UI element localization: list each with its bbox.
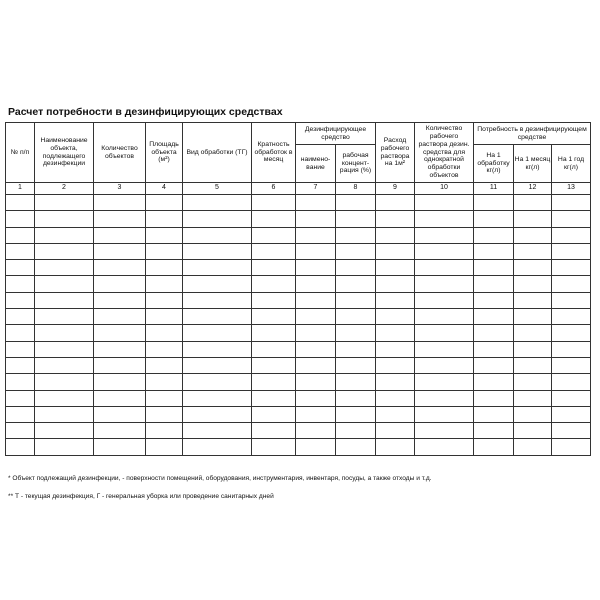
table-cell[interactable]	[35, 325, 94, 341]
table-cell[interactable]	[336, 276, 376, 292]
table-cell[interactable]	[146, 260, 183, 276]
table-cell[interactable]	[252, 390, 296, 406]
table-cell[interactable]	[94, 309, 146, 325]
table-row	[6, 406, 591, 422]
table-cell[interactable]	[183, 276, 252, 292]
table-cell[interactable]	[94, 276, 146, 292]
table-cell[interactable]	[296, 423, 336, 439]
table-cell[interactable]	[552, 325, 591, 341]
table-cell[interactable]	[35, 227, 94, 243]
table-cell[interactable]	[296, 292, 336, 308]
table-cell[interactable]	[296, 276, 336, 292]
table-cell[interactable]	[474, 292, 514, 308]
table-cell[interactable]	[376, 439, 415, 455]
table-cell[interactable]	[94, 439, 146, 455]
header-solution-consumption: Расход рабочего раствора на 1м²	[376, 123, 415, 183]
table-cell[interactable]	[474, 390, 514, 406]
column-number: 11	[474, 183, 514, 195]
table-cell[interactable]	[296, 260, 336, 276]
table-cell[interactable]	[474, 227, 514, 243]
table-cell[interactable]	[474, 357, 514, 373]
table-cell[interactable]	[415, 423, 474, 439]
table-cell[interactable]	[6, 211, 35, 227]
table-cell[interactable]	[474, 195, 514, 211]
header-disinfectant-concentration: рабочая концент-рация (%)	[336, 145, 376, 183]
table-row	[6, 292, 591, 308]
table-cell[interactable]	[514, 439, 552, 455]
table-cell[interactable]	[94, 292, 146, 308]
table-cell[interactable]	[552, 211, 591, 227]
table-cell[interactable]	[35, 309, 94, 325]
header-number: № п/п	[6, 123, 35, 183]
table-cell[interactable]	[35, 292, 94, 308]
table-cell[interactable]	[146, 357, 183, 373]
table-cell[interactable]	[183, 292, 252, 308]
table-cell[interactable]	[94, 406, 146, 422]
table-cell[interactable]	[94, 211, 146, 227]
table-cell[interactable]	[146, 211, 183, 227]
table-cell[interactable]	[336, 243, 376, 259]
table-cell[interactable]	[376, 341, 415, 357]
table-cell[interactable]	[552, 406, 591, 422]
table-cell[interactable]	[376, 292, 415, 308]
table-cell[interactable]	[376, 423, 415, 439]
table-cell[interactable]	[474, 439, 514, 455]
table-cell[interactable]	[336, 211, 376, 227]
table-cell[interactable]	[183, 325, 252, 341]
table-row	[6, 260, 591, 276]
table-cell[interactable]	[552, 227, 591, 243]
table-cell[interactable]	[552, 439, 591, 455]
table-cell[interactable]	[252, 211, 296, 227]
table-cell[interactable]	[376, 243, 415, 259]
table-cell[interactable]	[552, 309, 591, 325]
table-cell[interactable]	[415, 292, 474, 308]
table-cell[interactable]	[296, 406, 336, 422]
table-cell[interactable]	[336, 309, 376, 325]
table-row	[6, 439, 591, 455]
table-cell[interactable]	[376, 309, 415, 325]
table-cell[interactable]	[376, 195, 415, 211]
table-cell[interactable]	[296, 374, 336, 390]
table-cell[interactable]	[252, 374, 296, 390]
table-cell[interactable]	[376, 390, 415, 406]
column-number: 1	[6, 183, 35, 195]
column-number: 8	[336, 183, 376, 195]
column-number: 3	[94, 183, 146, 195]
table-cell[interactable]	[415, 406, 474, 422]
table-cell[interactable]	[252, 195, 296, 211]
header-disinfectant: Дезинфицирующее средство	[296, 123, 376, 145]
table-cell[interactable]	[183, 260, 252, 276]
table-cell[interactable]	[252, 439, 296, 455]
table-cell[interactable]	[376, 325, 415, 341]
table-cell[interactable]	[35, 276, 94, 292]
header-object-count: Количество объектов	[94, 123, 146, 183]
table-row	[6, 341, 591, 357]
table-cell[interactable]	[146, 276, 183, 292]
table-cell[interactable]	[415, 390, 474, 406]
table-cell[interactable]	[146, 325, 183, 341]
table-cell[interactable]	[94, 227, 146, 243]
header-treatment-type: Вид обработки (ТГ)	[183, 123, 252, 183]
table-cell[interactable]	[336, 292, 376, 308]
table-cell[interactable]	[376, 357, 415, 373]
table-cell[interactable]	[296, 227, 336, 243]
table-cell[interactable]	[552, 195, 591, 211]
table-cell[interactable]	[474, 309, 514, 325]
header-object-name: Наименование объекта, подлежащего дезинфекции	[35, 123, 94, 183]
table-cell[interactable]	[183, 309, 252, 325]
column-number: 6	[252, 183, 296, 195]
table-cell[interactable]	[415, 195, 474, 211]
table-cell[interactable]	[35, 357, 94, 373]
column-number: 2	[35, 183, 94, 195]
table-row	[6, 423, 591, 439]
header-need-per-month: На 1 месяц кг(л)	[514, 145, 552, 183]
table-cell[interactable]	[552, 357, 591, 373]
table-cell[interactable]	[6, 390, 35, 406]
table-cell[interactable]	[296, 341, 336, 357]
table-cell[interactable]	[296, 439, 336, 455]
table-cell[interactable]	[514, 195, 552, 211]
table-cell[interactable]	[183, 374, 252, 390]
table-cell[interactable]	[296, 195, 336, 211]
column-number: 4	[146, 183, 183, 195]
table-cell[interactable]	[336, 357, 376, 373]
page-title: Расчет потребности в дезинфицирующих средствах	[8, 106, 283, 118]
table-cell[interactable]	[376, 227, 415, 243]
table-cell[interactable]	[146, 309, 183, 325]
table-cell[interactable]	[474, 276, 514, 292]
table-row	[6, 390, 591, 406]
table-cell[interactable]	[474, 423, 514, 439]
table-cell[interactable]	[146, 227, 183, 243]
table-cell[interactable]	[183, 357, 252, 373]
table-cell[interactable]	[415, 243, 474, 259]
header-need-per-treatment: На 1 обработку кг(л)	[474, 145, 514, 183]
table-cell[interactable]	[514, 406, 552, 422]
table-row	[6, 211, 591, 227]
table-cell[interactable]	[183, 390, 252, 406]
table-cell[interactable]	[376, 406, 415, 422]
table-cell[interactable]	[552, 374, 591, 390]
table-cell[interactable]	[474, 374, 514, 390]
table-cell[interactable]	[552, 276, 591, 292]
table-cell[interactable]	[514, 423, 552, 439]
table-cell[interactable]	[146, 374, 183, 390]
table-cell[interactable]	[336, 406, 376, 422]
table-cell[interactable]	[415, 374, 474, 390]
table-cell[interactable]	[514, 227, 552, 243]
table-cell[interactable]	[415, 439, 474, 455]
table-cell[interactable]	[35, 423, 94, 439]
table-cell[interactable]	[296, 357, 336, 373]
table-cell[interactable]	[336, 390, 376, 406]
header-disinfectant-need: Потребность в дезинфицирующем средстве	[474, 123, 591, 145]
table-cell[interactable]	[252, 423, 296, 439]
table-cell[interactable]	[6, 243, 35, 259]
table-cell[interactable]	[183, 243, 252, 259]
table-cell[interactable]	[514, 276, 552, 292]
table-cell[interactable]	[296, 325, 336, 341]
table-cell[interactable]	[94, 195, 146, 211]
table-cell[interactable]	[252, 357, 296, 373]
table-cell[interactable]	[336, 195, 376, 211]
table-cell[interactable]	[183, 341, 252, 357]
table-cell[interactable]	[252, 341, 296, 357]
column-number: 7	[296, 183, 336, 195]
table-cell[interactable]	[146, 390, 183, 406]
table-cell[interactable]	[415, 260, 474, 276]
disinfectant-calculation-table	[5, 122, 591, 456]
table-cell[interactable]	[94, 357, 146, 373]
table-cell[interactable]	[252, 309, 296, 325]
table-cell[interactable]	[6, 439, 35, 455]
table-cell[interactable]	[6, 423, 35, 439]
table-cell[interactable]	[146, 243, 183, 259]
table-cell[interactable]	[35, 211, 94, 227]
header-treatment-frequency: Кратность обработок в месяц	[252, 123, 296, 183]
column-number-row	[6, 183, 591, 195]
table-cell[interactable]	[146, 195, 183, 211]
table-cell[interactable]	[376, 211, 415, 227]
table-cell[interactable]	[6, 195, 35, 211]
header-working-solution-amount: Количество рабочего раствора дезин. средства для однократной обработки объектов	[415, 123, 474, 183]
table-cell[interactable]	[35, 374, 94, 390]
table-cell[interactable]	[514, 292, 552, 308]
column-number: 10	[415, 183, 474, 195]
table-cell[interactable]	[252, 260, 296, 276]
table-cell[interactable]	[552, 423, 591, 439]
table-cell[interactable]	[336, 423, 376, 439]
table-row	[6, 357, 591, 373]
table-cell[interactable]	[415, 309, 474, 325]
table-cell[interactable]	[336, 260, 376, 276]
table-cell[interactable]	[35, 341, 94, 357]
table-cell[interactable]	[183, 211, 252, 227]
table-cell[interactable]	[376, 260, 415, 276]
table-cell[interactable]	[336, 374, 376, 390]
table-cell[interactable]	[6, 260, 35, 276]
table-cell[interactable]	[6, 276, 35, 292]
table-cell[interactable]	[514, 390, 552, 406]
table-cell[interactable]	[514, 357, 552, 373]
table-cell[interactable]	[376, 374, 415, 390]
table-cell[interactable]	[183, 423, 252, 439]
table-cell[interactable]	[474, 406, 514, 422]
table-cell[interactable]	[296, 243, 336, 259]
footnotes	[8, 475, 432, 511]
table-cell[interactable]	[474, 325, 514, 341]
table-cell[interactable]	[94, 390, 146, 406]
header-disinfectant-name: наимено-вание	[296, 145, 336, 183]
table-cell[interactable]	[35, 406, 94, 422]
table-row	[6, 243, 591, 259]
table-cell[interactable]	[514, 260, 552, 276]
table-cell[interactable]	[146, 406, 183, 422]
table-cell[interactable]	[183, 406, 252, 422]
table-cell[interactable]	[415, 227, 474, 243]
table-cell[interactable]	[6, 292, 35, 308]
table-cell[interactable]	[183, 227, 252, 243]
table-cell[interactable]	[94, 260, 146, 276]
table-cell[interactable]	[514, 374, 552, 390]
table-cell[interactable]	[415, 357, 474, 373]
table-cell[interactable]	[252, 325, 296, 341]
table-cell[interactable]	[6, 309, 35, 325]
table-cell[interactable]	[6, 406, 35, 422]
table-cell[interactable]	[474, 243, 514, 259]
table-cell[interactable]	[94, 243, 146, 259]
footnote-treatment-types: ** Т - текущая дезинфекция, Г - генеральная уборка или проведение санитарных дней	[8, 493, 274, 500]
table-cell[interactable]	[415, 276, 474, 292]
header-need-per-year: На 1 год кг(л)	[552, 145, 591, 183]
table-cell[interactable]	[35, 260, 94, 276]
table-cell[interactable]	[415, 211, 474, 227]
table-cell[interactable]	[94, 341, 146, 357]
table-cell[interactable]	[35, 195, 94, 211]
table-cell[interactable]	[6, 374, 35, 390]
table-cell[interactable]	[6, 325, 35, 341]
table-row	[6, 325, 591, 341]
table-row	[6, 227, 591, 243]
footnote-objects: * Объект подлежащий дезинфекции, - поверхности помещений, оборудования, инструментария, инвентаря, посуды, а также отходы и т.д.	[8, 475, 432, 482]
table-cell[interactable]	[146, 423, 183, 439]
table-cell[interactable]	[514, 325, 552, 341]
table-cell[interactable]	[474, 260, 514, 276]
table-cell[interactable]	[296, 211, 336, 227]
table-row	[6, 195, 591, 211]
table-cell[interactable]	[6, 357, 35, 373]
table-cell[interactable]	[94, 374, 146, 390]
table-cell[interactable]	[35, 439, 94, 455]
table-cell[interactable]	[415, 325, 474, 341]
table-cell[interactable]	[474, 211, 514, 227]
table-cell[interactable]	[146, 341, 183, 357]
table-cell[interactable]	[252, 292, 296, 308]
table-cell[interactable]	[552, 292, 591, 308]
table-cell[interactable]	[474, 341, 514, 357]
column-number: 12	[514, 183, 552, 195]
table-row	[6, 276, 591, 292]
table-cell[interactable]	[146, 439, 183, 455]
table-cell[interactable]	[552, 390, 591, 406]
table-cell[interactable]	[514, 341, 552, 357]
table-cell[interactable]	[552, 260, 591, 276]
table-cell[interactable]	[252, 227, 296, 243]
table-cell[interactable]	[514, 309, 552, 325]
table-cell[interactable]	[514, 243, 552, 259]
table-cell[interactable]	[296, 390, 336, 406]
column-number: 9	[376, 183, 415, 195]
table-cell[interactable]	[336, 341, 376, 357]
table-cell[interactable]	[35, 243, 94, 259]
table-cell[interactable]	[336, 439, 376, 455]
table-cell[interactable]	[183, 439, 252, 455]
table-cell[interactable]	[6, 341, 35, 357]
table-cell[interactable]	[336, 227, 376, 243]
column-number: 13	[552, 183, 591, 195]
table-row	[6, 309, 591, 325]
table-cell[interactable]	[552, 341, 591, 357]
table-cell[interactable]	[336, 325, 376, 341]
table-cell[interactable]	[94, 423, 146, 439]
table-cell[interactable]	[6, 227, 35, 243]
table-cell[interactable]	[415, 341, 474, 357]
table-cell[interactable]	[94, 325, 146, 341]
column-number: 5	[183, 183, 252, 195]
table-cell[interactable]	[376, 276, 415, 292]
table-cell[interactable]	[296, 309, 336, 325]
table-cell[interactable]	[252, 243, 296, 259]
header-object-area: Площадь объекта (м²)	[146, 123, 183, 183]
table-row	[6, 374, 591, 390]
table-cell[interactable]	[252, 276, 296, 292]
table-cell[interactable]	[552, 243, 591, 259]
table-cell[interactable]	[252, 406, 296, 422]
table-cell[interactable]	[146, 292, 183, 308]
table-cell[interactable]	[183, 195, 252, 211]
table-cell[interactable]	[35, 390, 94, 406]
table-cell[interactable]	[514, 211, 552, 227]
